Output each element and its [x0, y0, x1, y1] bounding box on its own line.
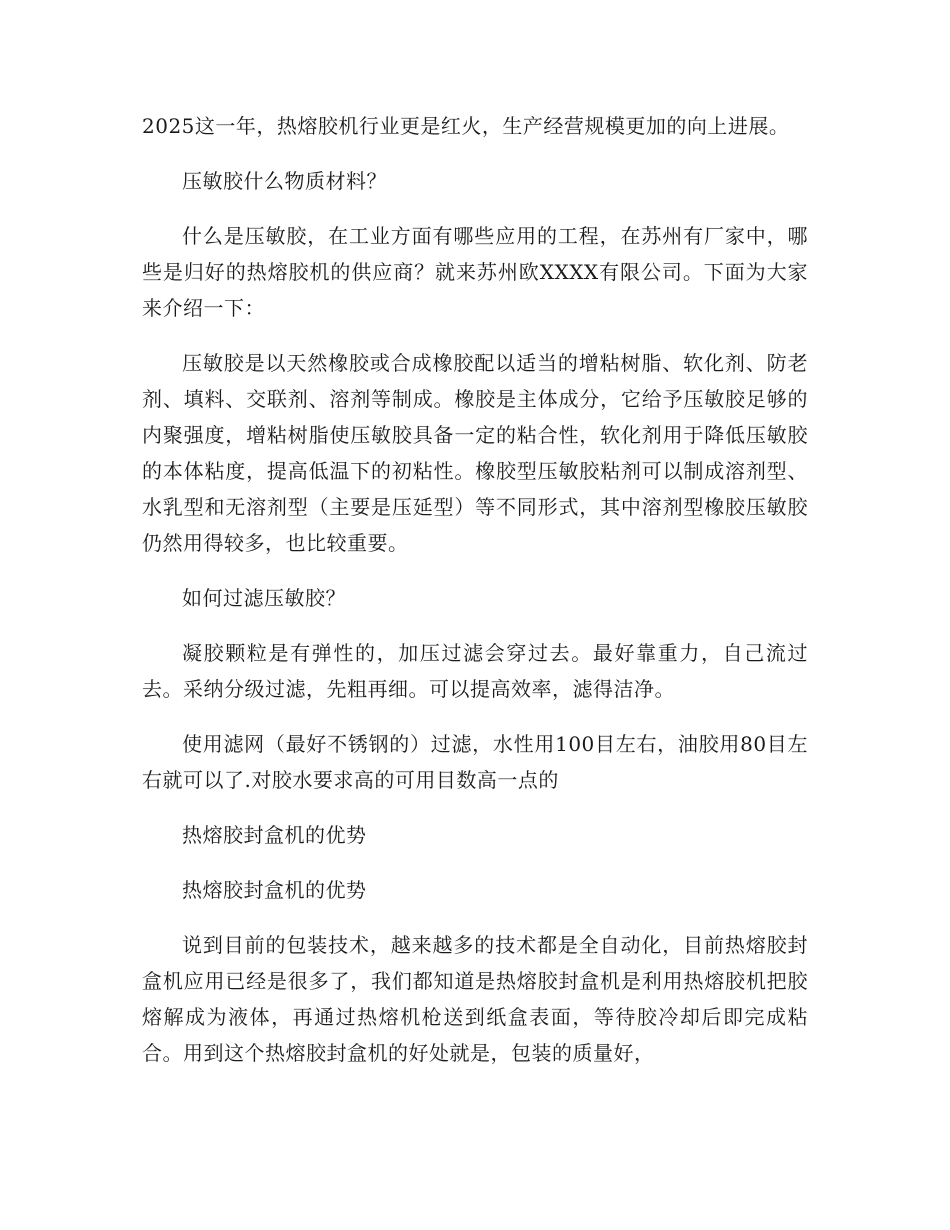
heading-filter-psa: 如何过滤压敏胶？: [182, 586, 346, 610]
paragraph-psa-supplier: 什么是压敏胶，在工业方面有哪些应用的工程，在苏州有厂家中，哪些是归好的热熔胶机的供应商？就来苏州欧XXXX有限公司。下面为大家来介绍一下：: [142, 224, 808, 320]
heading-box-sealer-advantage-2: 热熔胶封盒机的优势: [182, 878, 367, 902]
document-page: [142, 108, 808, 1090]
paragraph-filter-mesh: 使用滤网（最好不锈钢的）过滤，水性用100目左右，油胶用80目左右就可以了.对胶水要求高的可用目数高一点的: [142, 732, 808, 792]
heading-box-sealer-advantage-1: 热熔胶封盒机的优势: [182, 823, 367, 847]
paragraph-gel-particles: 凝胶颗粒是有弹性的，加压过滤会穿过去。最好靠重力，自己流过去。采纳分级过滤，先粗再细。可以提高效率，滤得洁净。: [142, 641, 808, 701]
heading-what-is-psa: 压敏胶什么物质材料？: [182, 169, 387, 193]
paragraph-psa-composition: 压敏胶是以天然橡胶或合成橡胶配以适当的增粘树脂、软化剂、防老剂、填料、交联剂、溶剂等制成。橡胶是主体成分，它给予压敏胶足够的内聚强度，增粘树脂使压敏胶具备一定的粘合性，软化剂用于降低压敏胶的本体粘度，提高低温下的初粘性。橡胶型压敏胶粘剂可以制成溶剂型、水乳型和无溶剂型（主要是压延型）等不同形式，其中溶剂型橡胶压敏胶仍然用得较多，也比较重要。: [142, 351, 808, 555]
paragraph-packaging-tech: 说到目前的包装技术，越来越多的技术都是全自动化，目前热熔胶封盒机应用已经是很多了，我们都知道是热熔胶封盒机是利用热熔胶机把胶熔解成为液体，再通过热熔机枪送到纸盒表面，等待胶冷却后即完成粘合。用到这个热熔胶封盒机的好处就是，包装的质量好，: [142, 933, 808, 1065]
paragraph-intro: 2025这一年，热熔胶机行业更是红火，生产经营规模更加的向上进展。: [142, 114, 790, 138]
